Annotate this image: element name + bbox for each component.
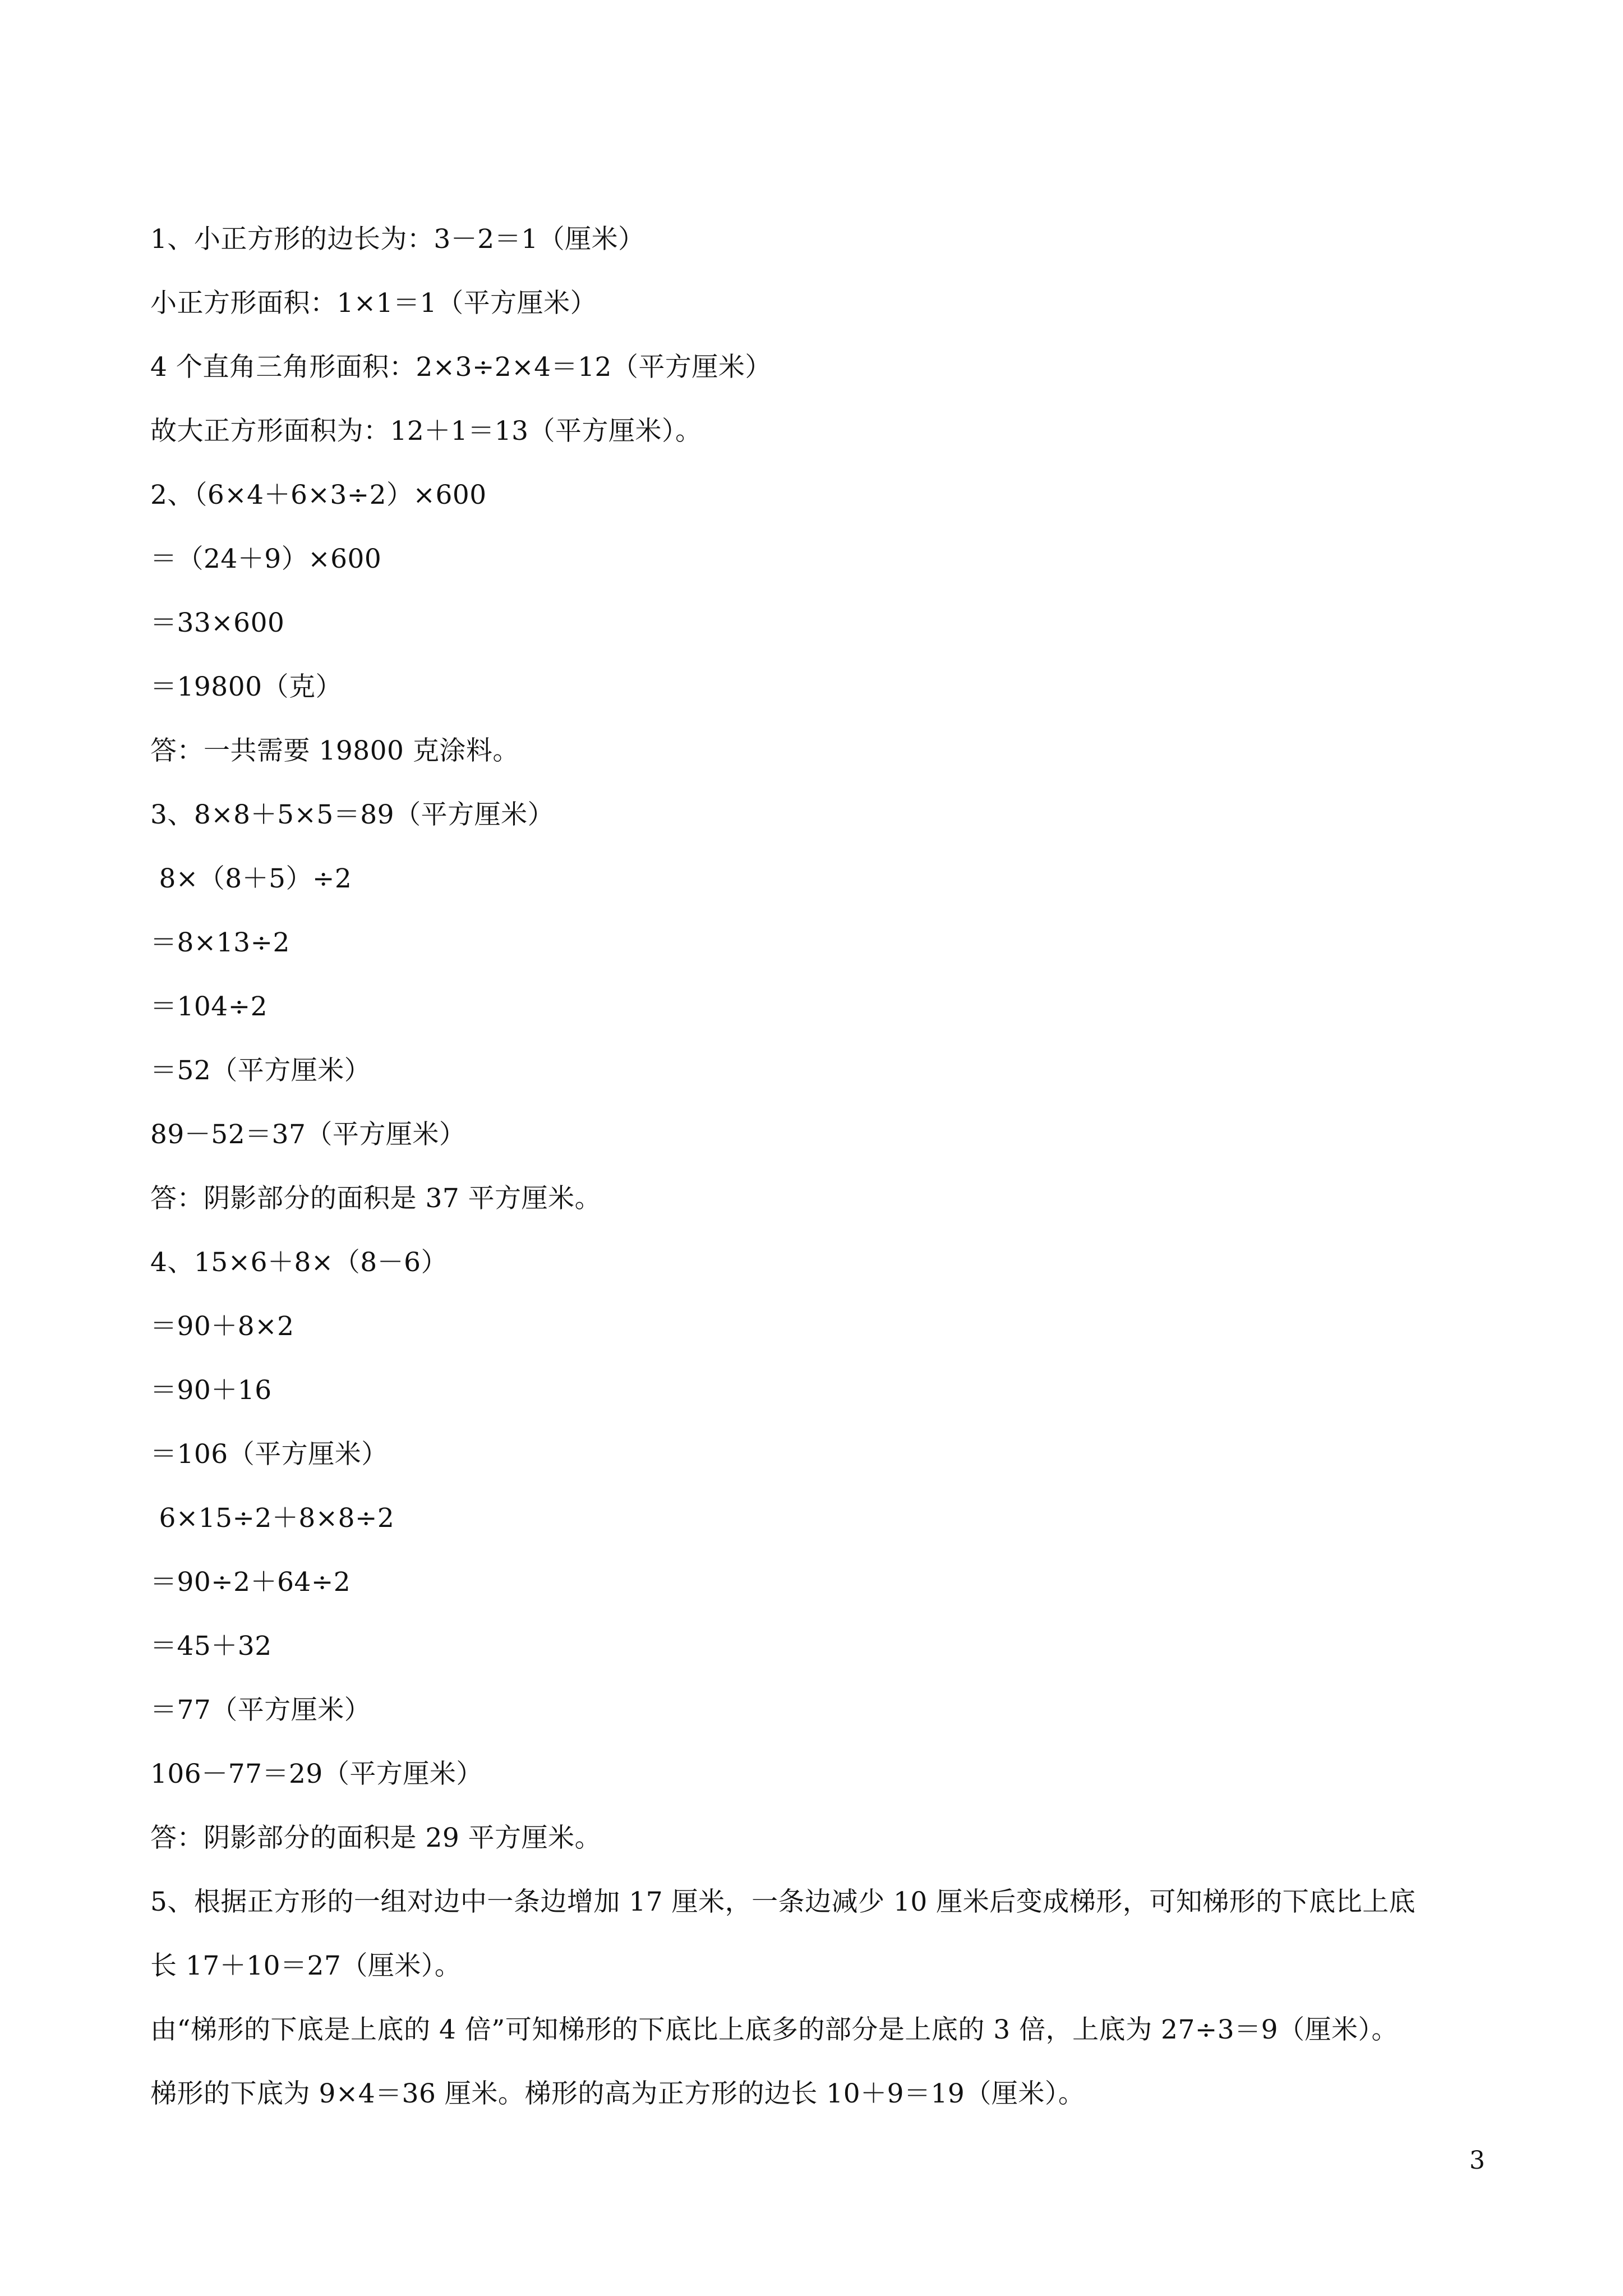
text-line: 小正方形面积：1×1＝1（平方厘米）	[150, 288, 597, 319]
text-line: 由“梯形的下底是上底的 4 倍”可知梯形的下底比上底多的部分是上底的 3 倍，上底为 27÷3＝9（厘米）。	[150, 2014, 1399, 2045]
text-line: 长 17＋10＝27（厘米）。	[150, 1950, 462, 1981]
text-line: ＝104÷2	[150, 991, 268, 1022]
text-line: 5、根据正方形的一组对边中一条边增加 17 厘米，一条边减少 10 厘米后变成梯形，可知梯形的下底比上底	[150, 1887, 1416, 1917]
text-line: 89－52＝37（平方厘米）	[150, 1119, 466, 1150]
text-line: ＝8×13÷2	[150, 927, 290, 958]
text-line: 梯形的下底为 9×4＝36 厘米。梯形的高为正方形的边长 10＋9＝19（厘米）。	[150, 2078, 1085, 2109]
page-number: 3	[1469, 2146, 1485, 2175]
text-line: 8×（8＋5）÷2	[150, 863, 352, 894]
text-line: 答：阴影部分的面积是 29 平方厘米。	[150, 1823, 602, 1853]
text-line: 4 个直角三角形面积：2×3÷2×4＝12（平方厘米）	[150, 352, 772, 383]
text-line: 答：阴影部分的面积是 37 平方厘米。	[150, 1183, 602, 1214]
text-line: ＝106（平方厘米）	[150, 1439, 388, 1470]
text-line: ＝52（平方厘米）	[150, 1055, 371, 1086]
text-line: ＝90＋8×2	[150, 1311, 294, 1342]
text-line: 1、小正方形的边长为：3－2＝1（厘米）	[150, 224, 645, 255]
text-line: 106－77＝29（平方厘米）	[150, 1759, 483, 1789]
text-line: ＝77（平方厘米）	[150, 1695, 371, 1726]
text-line: ＝33×600	[150, 608, 285, 638]
text-line: 答：一共需要 19800 克涂料。	[150, 735, 519, 766]
text-line: ＝45＋32	[150, 1631, 272, 1662]
text-line: 2、（6×4＋6×3÷2）×600	[150, 480, 487, 510]
solution-text	[150, 208, 1496, 2126]
text-line: 6×15÷2＋8×8÷2	[150, 1503, 395, 1534]
text-line: ＝19800（克）	[150, 671, 343, 702]
text-line: 3、8×8＋5×5＝89（平方厘米）	[150, 799, 555, 830]
text-line: ＝（24＋9）×600	[150, 544, 382, 574]
text-line: ＝90÷2＋64÷2	[150, 1567, 351, 1598]
text-line: 4、15×6＋8×（8－6）	[150, 1247, 448, 1278]
text-line: ＝90＋16	[150, 1375, 272, 1406]
text-line: 故大正方形面积为：12＋1＝13（平方厘米）。	[150, 416, 702, 447]
